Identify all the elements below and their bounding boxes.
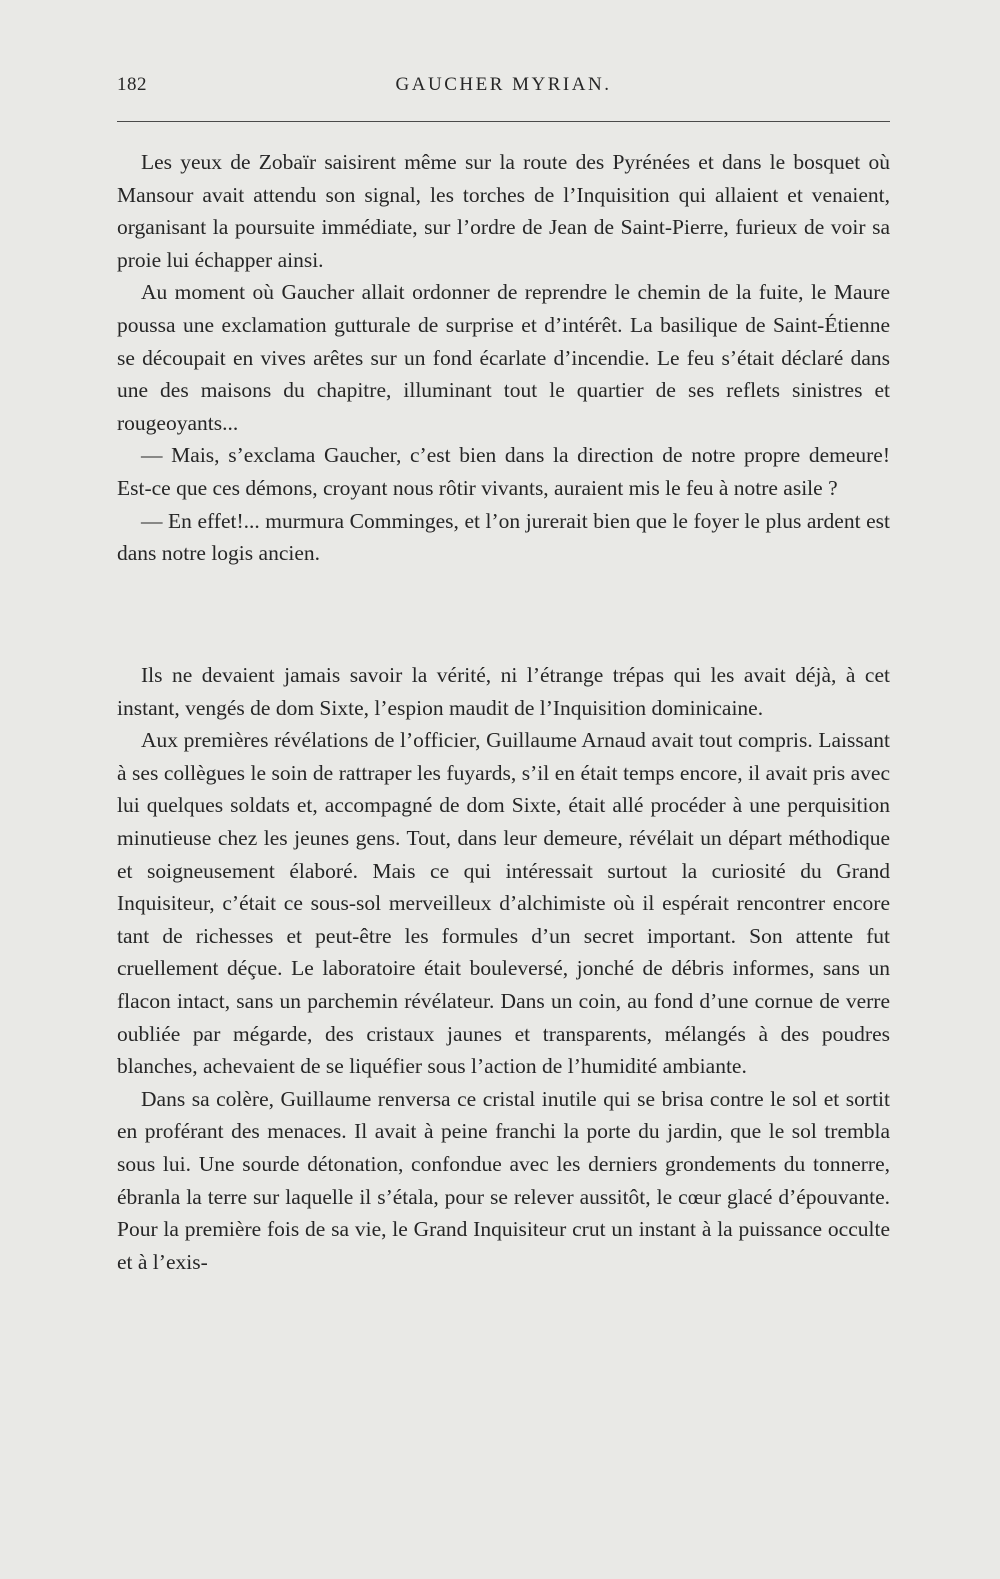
running-head xyxy=(117,74,890,104)
paragraph: — Mais, s’exclama Gaucher, c’est bien dans la direction de notre propre demeure! Est-ce que ces démons, croyant nous rôtir vivants, auraient mis le feu à notre asile ? xyxy=(117,443,890,500)
paragraph: Ils ne devaient jamais savoir la vérité, ni l’étrange trépas qui les avait déjà, à cet instant, vengés de dom Sixte, l’espion maudit de l’Inquisition dominicaine. xyxy=(117,663,890,720)
page-number: 182 xyxy=(117,74,147,95)
paragraph: Au moment où Gaucher allait ordonner de reprendre le chemin de la fuite, le Maure poussa une exclamation gutturale de surprise et d’intérêt. La basilique de Saint-Étienne se découpait en vives arêtes sur un fond écarlate d’incendie. Le feu s’était déclaré dans une des maisons du chapitre, illuminant tout le quartier de ses reflets sinistres et rougeoyants... xyxy=(117,280,890,435)
text-section-2 xyxy=(117,659,890,1278)
paragraph: — En effet!... murmura Comminges, et l’on jurerait bien que le foyer le plus ardent est dans notre logis ancien. xyxy=(117,508,890,566)
header-rule xyxy=(117,121,890,122)
paragraph: Dans sa colère, Guillaume renversa ce cristal inutile qui se brisa contre le sol et sortit en proférant des menaces. Il avait à peine franchi la porte du jardin, que le sol trembla sous lui. Une sourde détonation, confondue avec les derniers grondements du tonnerre, ébranla la terre sur laquelle il s’étala, pour se relever aussitôt, le cœur glacé d’épouvante. Pour la première fois de sa vie, le Grand Inquisiteur crut un instant à la puissance occulte et à l’exis- xyxy=(117,1086,890,1274)
paragraph: Les yeux de Zobaïr saisirent même sur la route des Pyrénées et dans le bosquet où Mansour avait attendu son signal, les torches de l’Inquisition qui allaient et venaient, organisant la poursuite immédiate, sur l’ordre de Jean de Saint-Pierre, furieux de voir sa proie lui échapper ainsi. xyxy=(117,150,890,272)
text-section-1 xyxy=(117,146,890,570)
running-title: GAUCHER MYRIAN. xyxy=(395,74,612,95)
paragraph: Aux premières révélations de l’officier, Guillaume Arnaud avait tout compris. Laissant à ses collègues le soin de rattraper les fuyards, s’il en était temps encore, il avait pris avec lui quelques soldats et, accompagné de dom Sixte, était allé procéder à une perquisition minutieuse chez les jeunes gens. Tout, dans leur demeure, révélait un départ méthodique et soigneusement élaboré. Mais ce qui intéressait surtout la curiosité du Grand Inquisiteur, c’était ce sous-sol merveilleux d’alchimiste où il espérait rencontrer encore tant de richesses et peut-être les formules d’un secret important. Son attente fut cruellement déçue. Le laboratoire était bouleversé, jonché de débris informes, sans un flacon intact, sans un parchemin révélateur. Dans un coin, au fond d’une cornue de verre oubliée par mégarde, des cristaux jaunes et transparents, mélangés à des poudres blanches, achevaient de se liquéfier sous l’action de l’humidité ambiante. xyxy=(117,728,890,1079)
